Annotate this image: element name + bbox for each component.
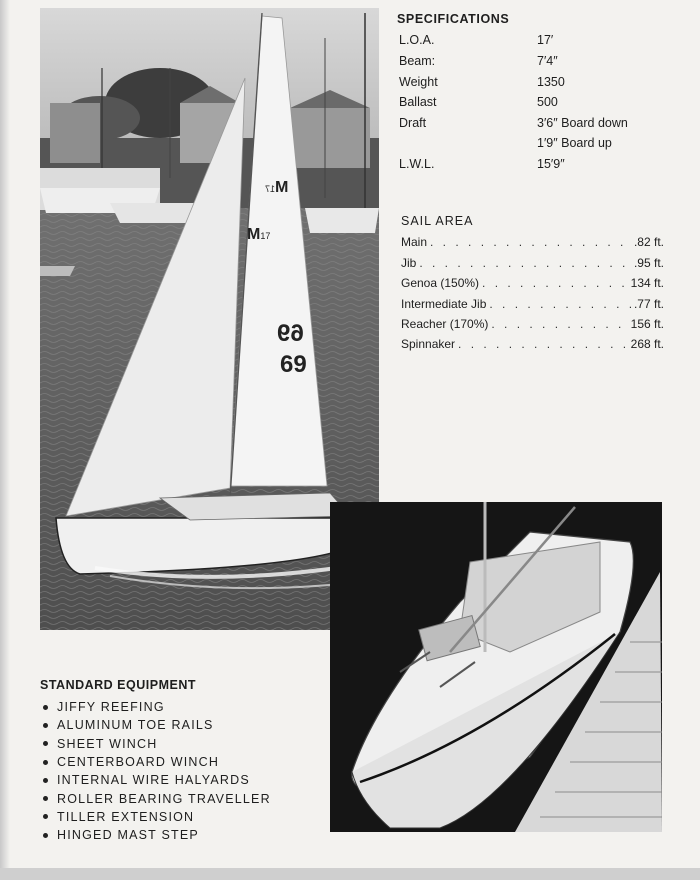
bullet-icon	[43, 778, 48, 783]
list-item: JIFFY REEFING	[40, 698, 271, 716]
page-bottom-edge	[0, 868, 700, 880]
bullet-icon	[43, 760, 48, 765]
sail-label: Jib	[401, 256, 417, 270]
spec-label-draft: Draft	[399, 116, 427, 130]
sail-area-heading: SAIL AREA	[401, 214, 474, 228]
bullet-icon	[43, 705, 48, 710]
bullet-icon	[43, 723, 48, 728]
spec-value-draft-up: 1′9″ Board up	[537, 136, 612, 150]
list-item: TILLER EXTENSION	[40, 808, 271, 826]
spec-value-weight: 1350	[537, 75, 565, 89]
sail-row-genoa	[401, 276, 664, 290]
sail-row-main	[401, 235, 664, 249]
bullet-icon	[43, 796, 48, 801]
spec-label-lwl: L.W.L.	[399, 157, 435, 171]
sail-row-reacher	[401, 317, 664, 331]
standard-equipment-heading: STANDARD EQUIPMENT	[40, 678, 196, 692]
sail-label: Main	[401, 235, 428, 249]
spec-label-weight: Weight	[399, 75, 438, 89]
sail-value: 134 ft.	[630, 276, 664, 290]
spec-value-ballast: 500	[537, 95, 558, 109]
list-item: INTERNAL WIRE HALYARDS	[40, 771, 271, 789]
bullet-icon	[43, 833, 48, 838]
sail-row-intermediate-jib	[401, 297, 664, 311]
bullet-icon	[43, 741, 48, 746]
specifications-heading: SPECIFICATIONS	[397, 12, 510, 26]
sail-number: 69	[280, 351, 307, 378]
bullet-icon	[43, 814, 48, 819]
list-item: HINGED MAST STEP	[40, 826, 271, 844]
sail-value: .82 ft.	[633, 235, 664, 249]
standard-equipment-section	[40, 678, 271, 844]
sail-label: Reacher (170%)	[401, 317, 489, 331]
sail-label: Genoa (150%)	[401, 276, 480, 290]
sail-value: 268 ft.	[630, 337, 664, 351]
sail-row-spinnaker	[401, 337, 664, 351]
spec-value-beam: 7′4″	[537, 54, 558, 68]
docked-boat-illustration	[330, 502, 662, 832]
sail-insignia: M17	[265, 179, 289, 196]
list-item: ALUMINUM TOE RAILS	[40, 716, 271, 734]
spec-value-draft-down: 3′6″ Board down	[537, 116, 628, 130]
spec-value-loa: 17′	[537, 33, 554, 47]
spec-label-ballast: Ballast	[399, 95, 437, 109]
page-spine-shadow	[0, 0, 10, 868]
sail-value: .77 ft.	[633, 297, 664, 311]
list-item: SHEET WINCH	[40, 735, 271, 753]
sail-insignia-2: M17	[247, 226, 271, 243]
sail-number-mirrored: 69	[277, 320, 304, 347]
sailing-photo	[40, 8, 379, 630]
spec-label-loa: L.O.A.	[399, 33, 435, 47]
sail-label: Intermediate Jib	[401, 297, 487, 311]
spec-value-lwl: 15′9″	[537, 157, 565, 171]
standard-equipment-list	[40, 698, 271, 844]
sail-row-jib	[401, 256, 664, 270]
list-item: CENTERBOARD WINCH	[40, 753, 271, 771]
docked-boat-photo	[330, 502, 662, 832]
sailing-photo-illustration	[40, 8, 379, 630]
spec-label-beam: Beam:	[399, 54, 436, 68]
sail-value: .95 ft.	[633, 256, 664, 270]
sail-label: Spinnaker	[401, 337, 456, 351]
sail-value: 156 ft.	[630, 317, 664, 331]
list-item: ROLLER BEARING TRAVELLER	[40, 789, 271, 807]
